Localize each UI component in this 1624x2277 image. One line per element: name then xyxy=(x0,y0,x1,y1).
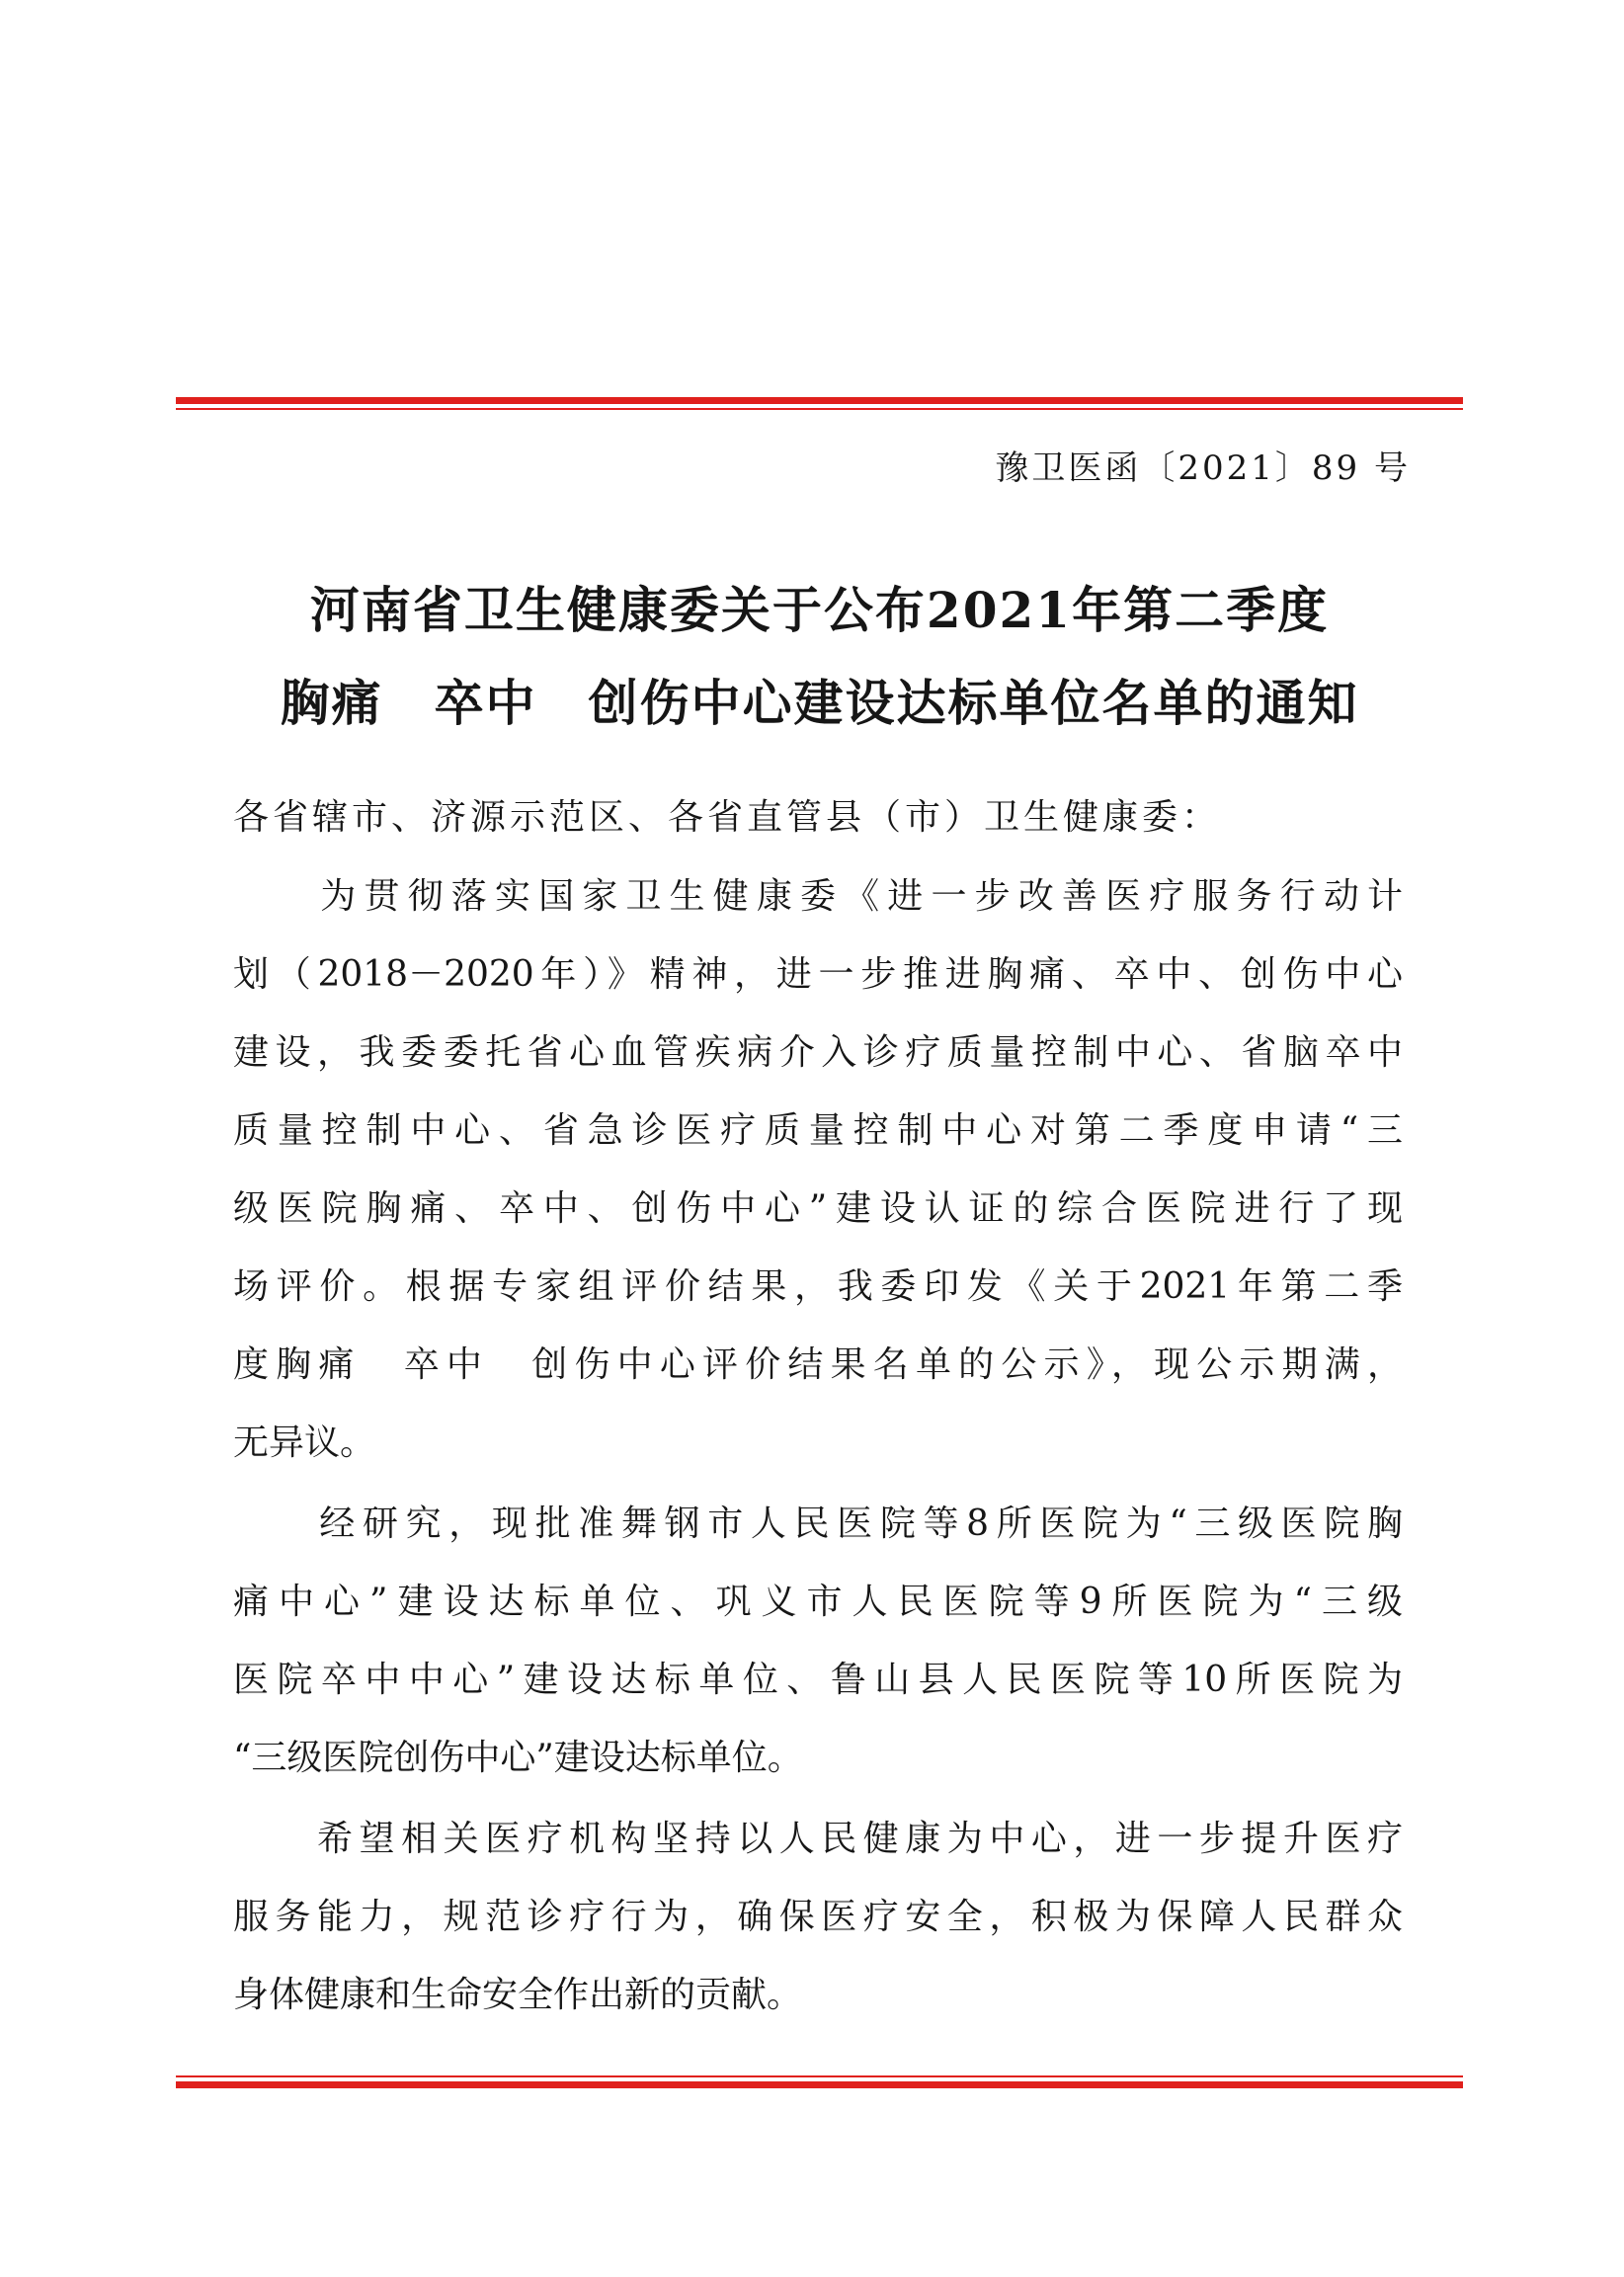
paragraph-1-line: 为贯彻落实国家卫生健康委《进一步改善医疗服务行动计 xyxy=(233,876,1403,917)
paragraph-3-line: 服务能力，规范诊疗行为，确保医疗安全，积极为保障人民群众 xyxy=(233,1897,1403,1937)
paragraph-2-line: 痛中心”建设达标单位、巩义市人民医院等9所医院为“三级 xyxy=(233,1582,1403,1622)
header-red-rule-thick xyxy=(176,397,1463,404)
paragraph-1-line: 划（2018－2020年）》精神，进一步推进胸痛、卒中、创伤中心 xyxy=(233,954,1403,995)
paragraph-1-line: 度胸痛 卒中 创伤中心评价结果名单的公示》，现公示期满， xyxy=(233,1344,1403,1385)
document-title-line-1: 河南省卫生健康委关于公布2021年第二季度 xyxy=(309,581,1330,639)
paragraph-2-line: “三级医院创伤中心”建设达标单位。 xyxy=(233,1738,803,1778)
salutation: 各省辖市、济源示范区、各省直管县（市）卫生健康委： xyxy=(233,797,1222,838)
paragraph-1-line: 建设，我委委托省心血管疾病介入诊疗质量控制中心、省脑卒中 xyxy=(233,1032,1403,1073)
paragraph-1-line: 无异议。 xyxy=(233,1423,376,1463)
footer-red-rule-thin xyxy=(176,2075,1463,2077)
document-number: 豫卫医函〔2021〕89 号 xyxy=(995,448,1411,488)
footer-red-rule-thick xyxy=(176,2081,1463,2088)
paragraph-2-line: 经研究，现批准舞钢市人民医院等8所医院为“三级医院胸 xyxy=(233,1504,1403,1544)
header-red-rule-thin xyxy=(176,408,1463,410)
document-title-line-2: 胸痛 卒中 创伤中心建设达标单位名单的通知 xyxy=(280,674,1359,732)
paragraph-1-line: 质量控制中心、省急诊医疗质量控制中心对第二季度申请“三 xyxy=(233,1110,1403,1151)
paragraph-1-line: 场评价。根据专家组评价结果，我委印发《关于2021年第二季 xyxy=(233,1266,1403,1307)
paragraph-3-line: 希望相关医疗机构坚持以人民健康为中心，进一步提升医疗 xyxy=(233,1819,1403,1859)
paragraph-1-line: 级医院胸痛、卒中、创伤中心”建设认证的综合医院进行了现 xyxy=(233,1188,1403,1229)
paragraph-3-line: 身体健康和生命安全作出新的贡献。 xyxy=(233,1975,803,2015)
paragraph-2-line: 医院卒中中心”建设达标单位、鲁山县人民医院等10所医院为 xyxy=(233,1660,1403,1700)
